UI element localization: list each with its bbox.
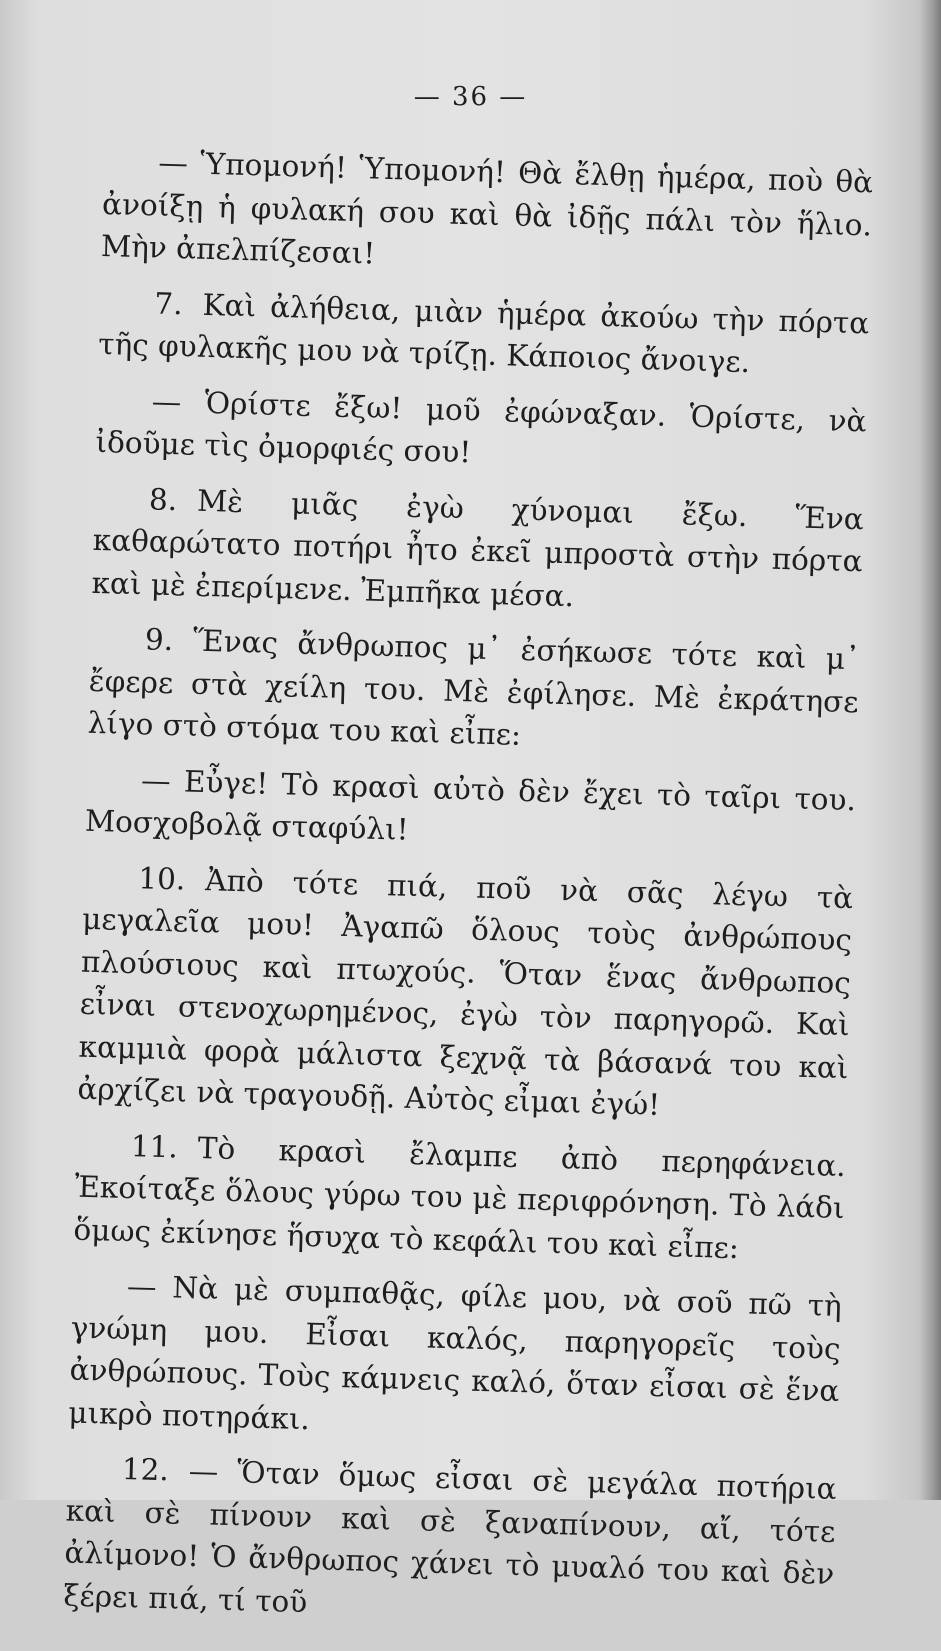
paragraph-1-text: — Ὑπομονή! Ὑπομονή! Θὰ ἔλθῃ ἡμέρα, ποὺ θὰ ἀνοίξῃ ἡ φυλακή σου καὶ θὰ ἰδῇς πάλι τὸν ἥλιο. Μὴν ἀπελπίζεσαι!: [100, 145, 874, 271]
paragraph-5: [87, 617, 860, 766]
paragraph-1: [100, 140, 873, 289]
paragraph-8-text: Τὸ κρασὶ ἔλαμπε ἀπὸ περηφάνεια. Ἐκοίταξε ὅλους γύρω του μὲ περιφρόνηση. Τὸ λάδι ὅμως ἐκίνησε ἥσυχα τὸ κεφάλι του καὶ εἶπε:: [73, 1130, 847, 1265]
paragraph-5-text: Ἕνας ἄνθρωπος μ᾽ ἐσήκωσε τότε καὶ μ᾽ ἔφερε στὰ χείλη του. Μὲ ἐφίλησε. Μὲ ἐκράτησε λίγο στὸ στόμα του καὶ εἶπε:: [87, 623, 861, 752]
paragraph-3: [95, 378, 867, 484]
paragraph-4: [91, 476, 864, 625]
paragraph-4-text: Μὲ μιᾶς ἐγὼ χύνομαι ἔξω. Ἕνα καθαρώτατο ποτήρι ἦτο ἐκεῖ μπροστὰ στὴν πόρτα καὶ μὲ ἐπερίμενε. Ἐμπῆκα μέσα.: [91, 483, 865, 613]
page-edge-shadow: [919, 0, 941, 1500]
paragraph-4-number: 8.: [148, 481, 178, 517]
paragraph-2-text: Καὶ ἀλήθεια, μιὰν ἡμέρα ἀκούω τὴν πόρτα τῆς φυλακῆς μου νὰ τρίζῃ. Κάποιος ἄνοιγε.: [97, 287, 870, 380]
paragraph-7-text: Ἀπὸ τότε πιά, ποῦ νὰ σᾶς λέγω τὰ μεγαλεῖα μου! Ἀγαπῶ ὅλους τοὺς ἀνθρώπους πλούσιους καὶ πτωχούς. Ὅταν ἕνας ἄνθρωπος εἶναι στενοχωρημένος, ἐγὼ τὸν παρηγορῶ. Καὶ καμμιὰ φορὰ μάλιστα ξεχνᾷ τὰ βάσανά του καὶ ἀρχίζει νὰ τραγουδῇ. Αὐτὸς εἶμαι ἐγώ!: [77, 862, 854, 1122]
paragraph-9-text: — Νὰ μὲ συμπαθᾷς, φίλε μου, νὰ σοῦ πῶ τὴ γνώμη μου. Εἶσαι καλός, παρηγορεῖς τοὺς ἀνθρώπους. Τοὺς κάμνεις καλό, ὅταν εἶσαι σὲ ἕνα μικρὸ ποτηράκι.: [67, 1269, 843, 1436]
paragraph-2-number: 7.: [153, 285, 184, 321]
paragraph-7-number: 10.: [137, 860, 186, 897]
paragraph-6: [84, 757, 856, 863]
paragraph-10-number: 12.: [121, 1452, 170, 1488]
body-text: [62, 140, 873, 1651]
paragraph-7: [77, 855, 854, 1131]
paragraph-5-number: 9.: [144, 622, 174, 658]
paragraph-8-number: 11.: [130, 1128, 179, 1164]
paragraph-2: [98, 280, 870, 386]
page-number: — 36 —: [413, 82, 528, 112]
paragraph-10-text: — Ὅταν ὅμως εἶσαι σὲ μεγάλα ποτήρια καὶ σὲ πίνουν καὶ σὲ ξαναπίνουν, αἴ, τότε ἀλίμονο! Ὁ ἄνθρωπος χάνει τὸ μυαλό του καὶ δὲν ξέρει πιά, τί τοῦ: [62, 1453, 838, 1619]
paragraph-8: [73, 1123, 846, 1272]
paragraph-10: [63, 1446, 837, 1637]
paragraph-9: [68, 1264, 842, 1455]
paragraph-3-text: — Ὁρίστε ἔξω! μοῦ ἐφώναξαν. Ὁρίστε, νὰ ἰδοῦμε τὶς ὀμορφιές σου!: [95, 383, 867, 470]
paragraph-6-text: — Εὖγε! Τὸ κρασὶ αὐτὸ δὲν ἔχει τὸ ταῖρι του. Μοσχοβολᾷ σταφύλι!: [84, 762, 857, 847]
